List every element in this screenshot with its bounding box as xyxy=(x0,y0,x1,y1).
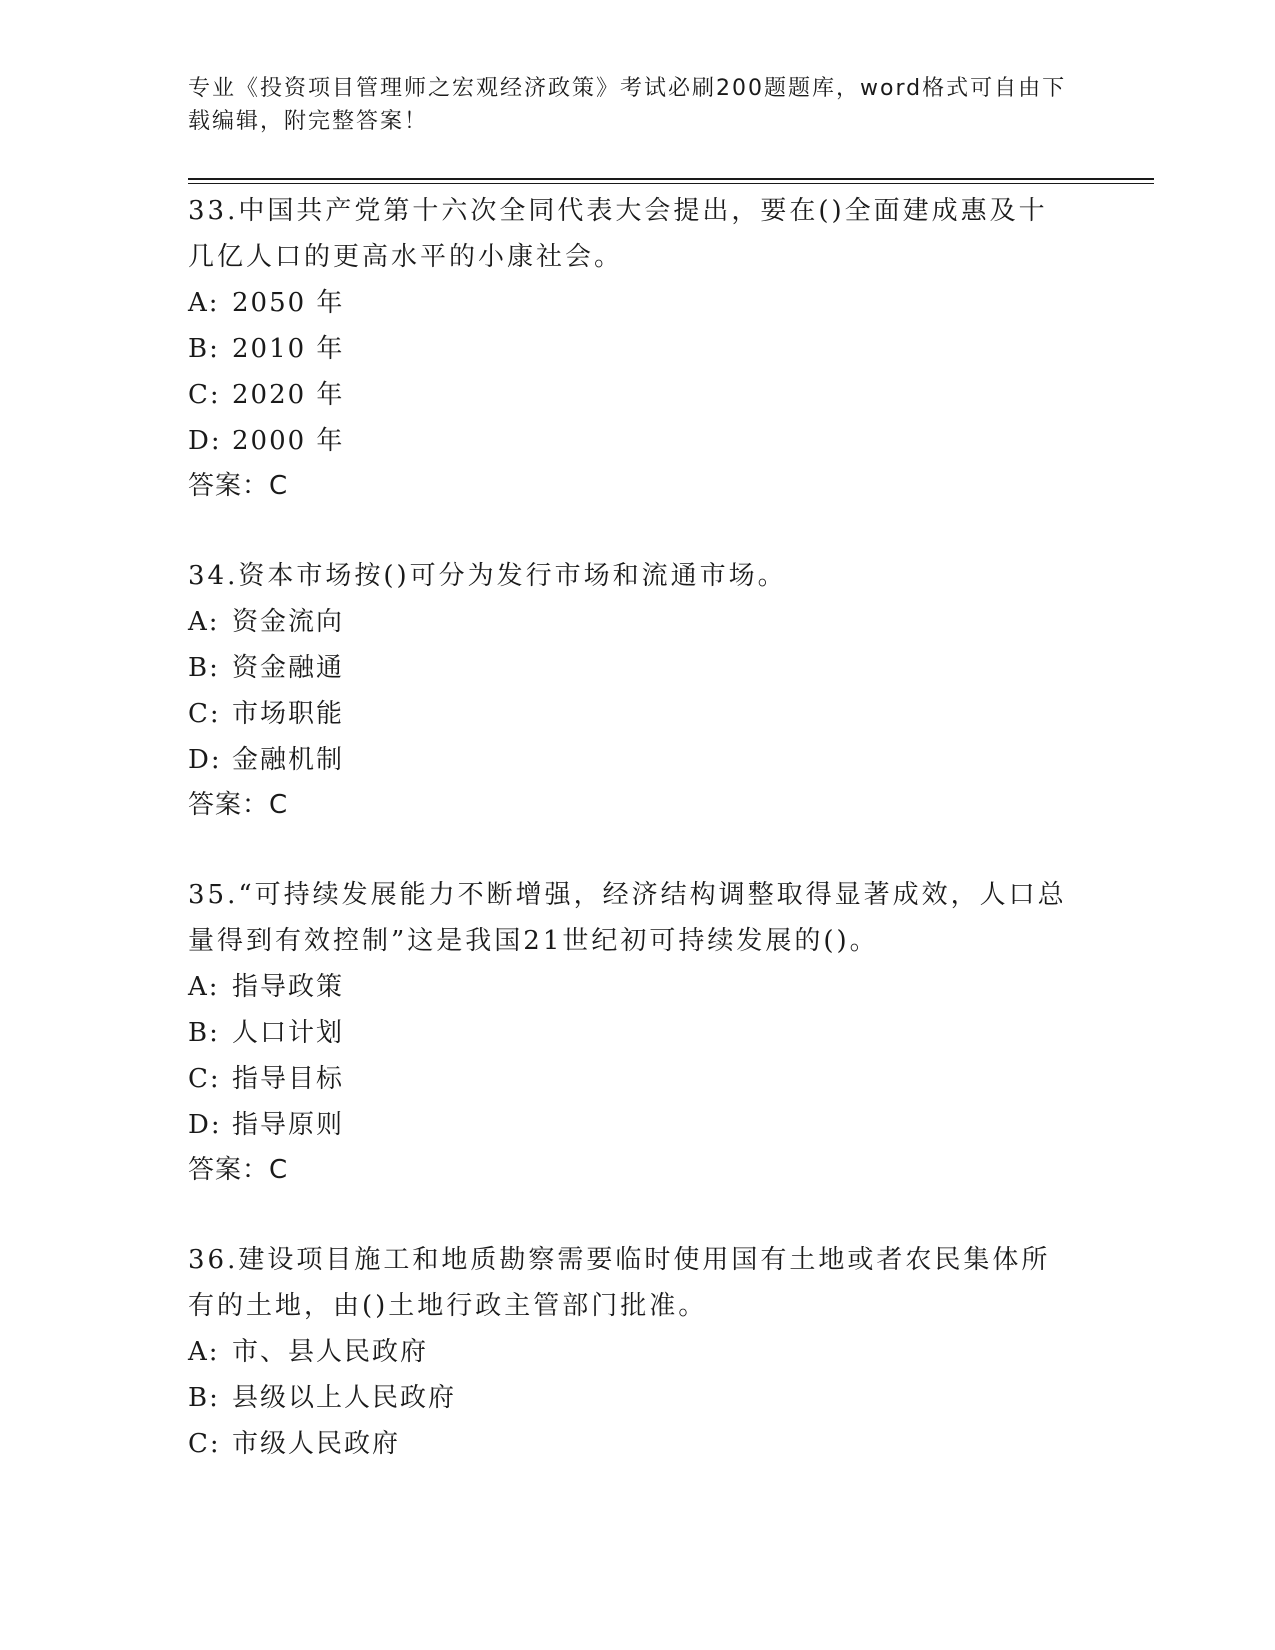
option-d xyxy=(188,1102,1088,1148)
option-text: 人口计划 xyxy=(232,1018,345,1048)
option-d xyxy=(188,418,1088,464)
question-stem: 33.中国共产党第十六次全同代表大会提出，要在()全面建成惠及十几亿人口的更高水平的小康社会。 xyxy=(188,196,1048,272)
option-text: 2020 年 xyxy=(232,380,345,410)
answer-line: 答案：C xyxy=(188,1155,289,1185)
option-text: 市、县人民政府 xyxy=(232,1337,429,1367)
option-text: 指导政策 xyxy=(232,972,345,1002)
option-letter: C: xyxy=(188,1429,221,1459)
option-a xyxy=(188,1329,1088,1375)
option-a xyxy=(188,964,1088,1010)
header-divider-thin xyxy=(188,183,1154,184)
option-letter: A: xyxy=(188,607,220,637)
question-34 xyxy=(188,553,1088,827)
question-36 xyxy=(188,1237,1088,1467)
option-c xyxy=(188,691,1088,737)
option-b xyxy=(188,1375,1088,1421)
option-c xyxy=(188,1421,1088,1467)
option-text: 指导原则 xyxy=(232,1110,345,1140)
option-b xyxy=(188,645,1088,691)
option-a xyxy=(188,280,1088,326)
option-letter: C: xyxy=(188,1064,221,1094)
option-letter: D: xyxy=(188,426,222,456)
option-letter: B: xyxy=(188,1018,220,1048)
question-33 xyxy=(188,188,1088,508)
answer-line: 答案：C xyxy=(188,790,289,820)
option-letter: D: xyxy=(188,1110,222,1140)
option-text: 资金融通 xyxy=(232,653,345,683)
option-b xyxy=(188,326,1088,372)
question-stem: 35.“可持续发展能力不断增强，经济结构调整取得显著成效，人口总量得到有效控制”这是我国21世纪初可持续发展的()。 xyxy=(188,880,1067,956)
option-text: 金融机制 xyxy=(232,745,345,775)
question-list xyxy=(188,188,1088,1512)
header-divider-thick xyxy=(188,178,1154,180)
option-a xyxy=(188,599,1088,645)
option-c xyxy=(188,372,1088,418)
option-letter: D: xyxy=(188,745,222,775)
option-letter: C: xyxy=(188,380,221,410)
question-stem: 36.建设项目施工和地质勘察需要临时使用国有土地或者农民集体所有的土地，由()土地行政主管部门批准。 xyxy=(188,1245,1051,1321)
option-text: 资金流向 xyxy=(232,607,345,637)
option-text: 县级以上人民政府 xyxy=(232,1383,457,1413)
option-letter: A: xyxy=(188,972,220,1002)
option-c xyxy=(188,1056,1088,1102)
option-letter: C: xyxy=(188,699,221,729)
question-stem: 34.资本市场按()可分为发行市场和流通市场。 xyxy=(188,561,787,591)
option-text: 市场职能 xyxy=(232,699,345,729)
option-letter: B: xyxy=(188,1383,220,1413)
option-letter: A: xyxy=(188,288,220,318)
option-text: 指导目标 xyxy=(232,1064,345,1094)
option-d xyxy=(188,737,1088,783)
option-b xyxy=(188,1010,1088,1056)
question-35 xyxy=(188,872,1088,1192)
option-text: 2000 年 xyxy=(232,426,345,456)
option-text: 市级人民政府 xyxy=(232,1429,401,1459)
option-letter: B: xyxy=(188,334,220,364)
answer-line: 答案：C xyxy=(188,471,289,501)
option-text: 2050 年 xyxy=(232,288,345,318)
document-header: 专业《投资项目管理师之宏观经济政策》考试必刷200题题库，word格式可自由下载编辑，附完整答案！ xyxy=(188,76,1067,134)
option-text: 2010 年 xyxy=(232,334,345,364)
option-letter: B: xyxy=(188,653,220,683)
option-letter: A: xyxy=(188,1337,220,1367)
